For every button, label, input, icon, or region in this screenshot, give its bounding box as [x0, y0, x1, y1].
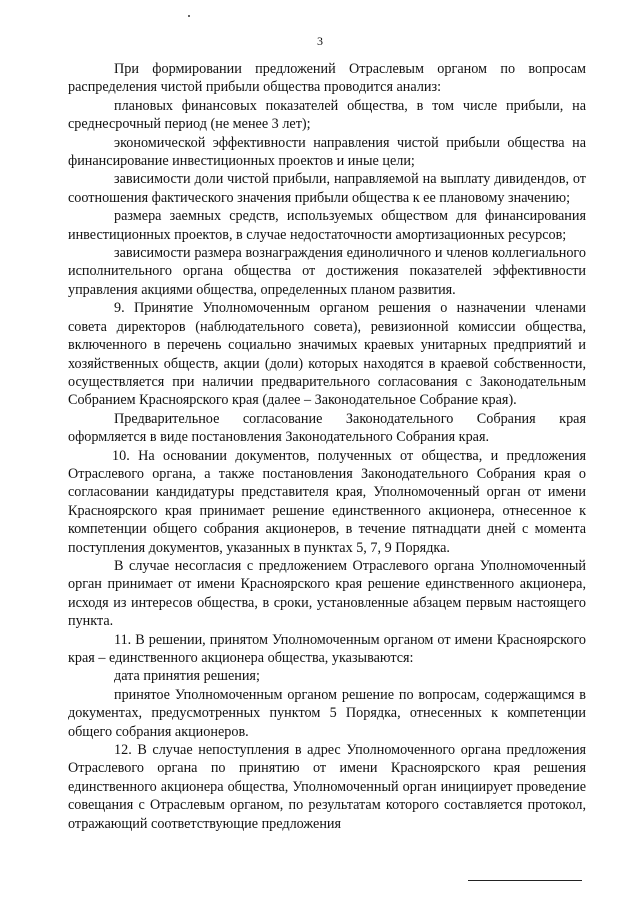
paragraph-item-9: 9. Принятие Уполномоченным органом решения о назначении членами совета директоров (наблюдательного совета), ревизионной комиссии общества, включенного в перечень социально значимых краевых унитарных предприятий и хозяйственных обществ, акции (доли) которых находятся в краевой собственности, осуществляется при наличии предварительного согласования с Законодательным Собранием Красноярского края (далее – Законодательное Собрание края). [68, 300, 586, 409]
paragraph-decision-taken: принятое Уполномоченным органом решение по вопросам, содержащимся в документах, предусмотренных пунктом 5 Порядка, отнесенных к компетенции общего собрания акционеров. [68, 686, 586, 740]
paragraph-remuneration: зависимости размера вознаграждения единоличного и членов коллегиального исполнительного органа общества от достижения показателей эффективности управления акциями общества, определенных планом развития. [68, 245, 586, 298]
scan-speck [188, 15, 190, 17]
document-body [68, 60, 586, 833]
page-number: 3 [317, 34, 323, 48]
paragraph-item-11: 11. В решении, принятом Уполномоченным органом от имени Красноярского края – единственного акционера общества, указываются: [68, 631, 586, 666]
paragraph-financial-indicators: плановых финансовых показателей общества, в том числе прибыли, на среднесрочный период (не менее 3 лет); [68, 97, 586, 133]
paragraph-item-10: 10. На основании документов, полученных от общества, и предложения Отраслевого органа, а также постановления Законодательного Собрания края о согласовании кандидатуры представителя края, Уполномоченный орган от имени Красноярского края принимает решение единственного акционера, отнесенное к компетенции общего собрания акционеров, в течение пятнадцати дней с момента поступления документов, указанных в пунктах 5, 7, 9 Порядка. [68, 447, 586, 556]
footer-rule [468, 880, 582, 881]
paragraph-dividend-share: зависимости доли чистой прибыли, направляемой на выплату дивидендов, от соотношения фактического значения прибыли общества к ее плановому значению; [68, 171, 586, 206]
paragraph-intro: При формировании предложений Отраслевым органом по вопросам распределения чистой прибыли общества проводится анализ: [68, 61, 586, 96]
paragraph-decision-date: дата принятия решения; [114, 668, 260, 685]
paragraph-preliminary-approval: Предварительное согласование Законодательного Собрания края оформляется в виде постановления Законодательного Собрания края. [68, 410, 586, 446]
paragraph-borrowed-funds: размера заемных средств, используемых обществом для финансирования инвестиционных проектов, в случае недостаточности амортизационных ресурсов; [68, 208, 586, 243]
paragraph-disagreement: В случае несогласия с предложением Отраслевого органа Уполномоченный орган принимает от имени Красноярского края решение единственного акционера, исходя из интересов общества, в сроки, установленные абзацем первым настоящего пункта. [68, 557, 586, 630]
paragraph-item-12: 12. В случае непоступления в адрес Уполномоченного органа предложения Отраслевого органа по принятию от имени Красноярского края решения единственного акционера общества, Уполномоченный орган инициирует проведение совещания с Отраслевым органом, по результатам которого составляется протокол, отражающий соответствующие предложения [68, 742, 586, 832]
paragraph-economic-efficiency: экономической эффективности направления чистой прибыли общества на финансирование инвестиционных проектов и иные цели; [68, 134, 586, 170]
